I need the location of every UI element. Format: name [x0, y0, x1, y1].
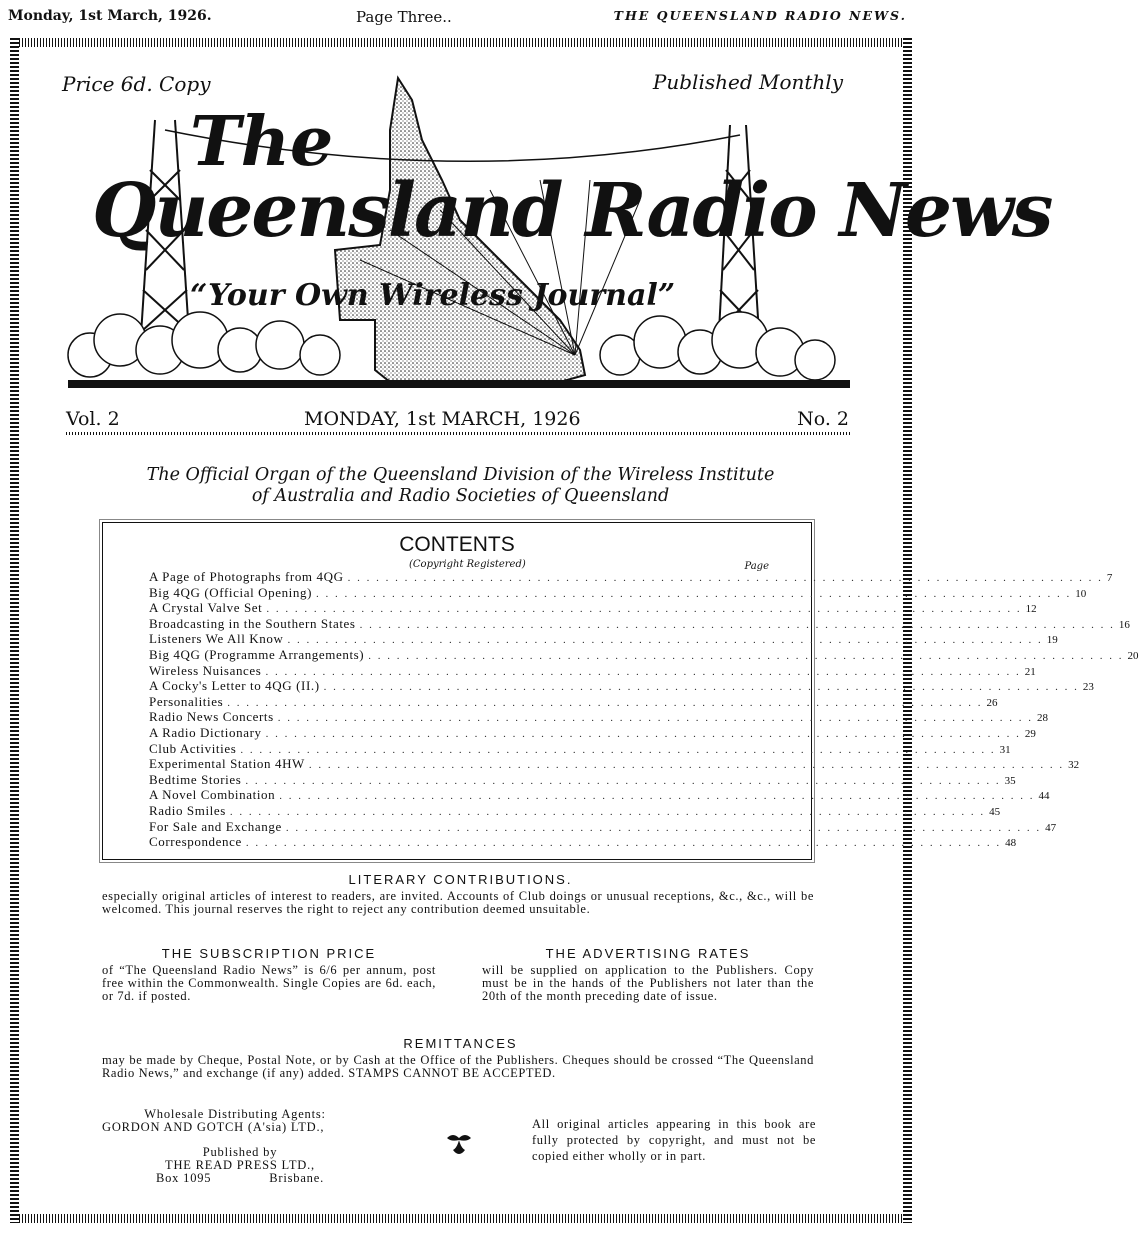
contents-item-leader: . . . . . . . . . . . . . . . . . . . . . . . . . . . . . . . . . . . . . . . . . . . . . . . . . . . . . . . . . . . . . . . . . . . . . . . . . . . . . . . .	[285, 821, 1042, 834]
published-by-label: Published by	[202, 1145, 278, 1159]
literary-heading: LITERARY CONTRIBUTIONS.	[348, 872, 573, 887]
contents-item-page: 20	[1127, 649, 1139, 662]
contents-item-leader: . . . . . . . . . . . . . . . . . . . . . . . . . . . . . . . . . . . . . . . . . . . . . . . . . . . . . . . . . . . . . . . . . . . . . . . . . . . . . . . .	[245, 837, 1002, 850]
contents-item	[149, 771, 1016, 788]
price-label: Price 6d. Copy	[62, 72, 211, 96]
official-organ-line2: of Australia and Radio Societies of Queensland	[251, 486, 670, 506]
contents-item-page: 21	[1024, 665, 1036, 678]
contents-item	[149, 709, 1049, 725]
contents-item	[149, 678, 1094, 694]
contents-item-page: 19	[1046, 634, 1058, 647]
remittances-heading: REMITTANCES	[403, 1036, 518, 1051]
contents-page-label: Page	[744, 561, 769, 572]
masthead-slogan: “Your Own Wireless Journal”	[190, 278, 676, 313]
contents-item-leader: . . . . . . . . . . . . . . . . . . . . . . . . . . . . . . . . . . . . . . . . . . . . . . . . . . . . . . . . . . . . . . . . . . . . . . . . . . . . . . . .	[227, 696, 983, 709]
contents-item-page: 26	[986, 696, 998, 709]
copyright-notice: All original articles appearing in this book are fully protected by copyright, and must not be copied either wholly or in part.	[532, 1117, 816, 1163]
contents-list	[149, 569, 1139, 850]
contents-heading: CONTENTS	[399, 533, 515, 556]
contents-item-leader: . . . . . . . . . . . . . . . . . . . . . . . . . . . . . . . . . . . . . . . . . . . . . . . . . . . . . . . . . . . . . . . . . . . . . . . . . . . . . . . .	[279, 790, 1035, 803]
subscription-heading: THE SUBSCRIPTION PRICE	[161, 946, 377, 961]
contents-item-title: Wireless Nuisances	[149, 662, 262, 678]
contents-item-leader: . . . . . . . . . . . . . . . . . . . . . . . . . . . . . . . . . . . . . . . . . . . . . . . . . . . . . . . . . . . . . . . . . . . . . . . . . . . . . . . .	[277, 712, 1034, 725]
contents-item-title: Big 4QG (Official Opening)	[149, 584, 313, 600]
publisher-block	[150, 1146, 330, 1185]
contents-item	[149, 740, 1011, 757]
masthead-title-the: The	[190, 102, 334, 182]
contents-item	[149, 569, 1113, 585]
contents-item-title: Radio Smiles	[149, 802, 226, 818]
contents-item-title: A Page of Photographs from 4QG	[149, 569, 344, 584]
contents-item-page: 32	[1068, 759, 1080, 772]
top-border	[10, 38, 912, 47]
publisher-box: Box 1095	[156, 1171, 212, 1185]
contents-item-title: Radio News Concerts	[149, 709, 274, 725]
contents-item-leader: . . . . . . . . . . . . . . . . . . . . . . . . . . . . . . . . . . . . . . . . . . . . . . . . . . . . . . . . . . . . . . . . . . . . . . . . . . . . . . . .	[240, 743, 996, 756]
contents-item-page: 7	[1106, 572, 1113, 584]
agents-block	[102, 1108, 402, 1134]
contents-item-title: Experimental Station 4HW	[149, 756, 305, 772]
bottom-border	[10, 1214, 912, 1223]
contents-item-title: Listeners We All Know	[149, 631, 284, 647]
contents-item-title: For Sale and Exchange	[149, 818, 282, 834]
contents-item-title: Personalities	[149, 693, 224, 709]
contents-item	[149, 818, 1057, 835]
contents-item-title: Bedtime Stories	[149, 771, 242, 787]
contents-item-title: A Cocky's Letter to 4QG (II.)	[149, 678, 320, 694]
contents-item-leader: . . . . . . . . . . . . . . . . . . . . . . . . . . . . . . . . . . . . . . . . . . . . . . . . . . . . . . . . . . . . . . . . . . . . . . . . . . . . . . . .	[266, 603, 1022, 616]
advertising-text: will be supplied on application to the Publishers. Copy must be in the hands of the Publishers not later than the 20th of the month preceding date of issue.	[482, 963, 814, 1003]
contents-item-title: A Crystal Valve Set	[149, 600, 263, 616]
contents-item-page: 12	[1025, 603, 1037, 616]
contents-item-leader: . . . . . . . . . . . . . . . . . . . . . . . . . . . . . . . . . . . . . . . . . . . . . . . . . . . . . . . . . . . . . . . . . . . . . . . . . . . . . . . .	[323, 681, 1079, 694]
agents-label: Wholesale Distributing Agents:	[144, 1107, 326, 1121]
contents-item-page: 47	[1045, 821, 1057, 834]
issue-rule	[66, 432, 852, 435]
contents-item-page: 16	[1118, 618, 1130, 631]
contents-item	[149, 600, 1037, 616]
contents-item	[149, 631, 1058, 647]
contents-item-leader: . . . . . . . . . . . . . . . . . . . . . . . . . . . . . . . . . . . . . . . . . . . . . . . . . . . . . . . . . . . . . . . . . . . . . . . . . . . . . . . .	[287, 634, 1043, 647]
issue-volume: Vol. 2	[66, 408, 120, 430]
contents-item	[149, 646, 1139, 663]
running-header-publication: THE QUEENSLAND RADIO NEWS.	[613, 8, 907, 23]
contents-item-leader: . . . . . . . . . . . . . . . . . . . . . . . . . . . . . . . . . . . . . . . . . . . . . . . . . . . . . . . . . . . . . . . . . . . . . . . . . . . . . . . .	[347, 572, 1103, 584]
contents-item	[149, 615, 1130, 632]
advertising-heading: THE ADVERTISING RATES	[545, 946, 751, 961]
contents-item-page: 35	[1004, 774, 1016, 787]
contents-item-leader: . . . . . . . . . . . . . . . . . . . . . . . . . . . . . . . . . . . . . . . . . . . . . . . . . . . . . . . . . . . . . . . . . . . . . . . . . . . . . . . .	[245, 774, 1001, 787]
masthead-title: Queensland Radio News	[92, 168, 1052, 254]
subscription-text: of “The Queensland Radio News” is 6/6 per annum, post free within the Commonwealth. Single Copies are 6d. each, or 7d. if posted.	[102, 963, 436, 1003]
literary-text: especially original articles of interest to readers, are invited. Accounts of Club doings or unusual receptions, &c., &c., will be welcomed. This journal reserves the right to reject any contribution deemed unsuitable.	[102, 889, 814, 916]
contents-item	[149, 584, 1087, 601]
contents-item-page: 28	[1037, 712, 1049, 725]
official-organ-line1: The Official Organ of the Queensland Division of the Wireless Institute	[146, 465, 775, 485]
running-header-page: Page Three..	[356, 8, 452, 26]
contents-copyright: (Copyright Registered)	[409, 559, 526, 570]
contents-item-leader: . . . . . . . . . . . . . . . . . . . . . . . . . . . . . . . . . . . . . . . . . . . . . . . . . . . . . . . . . . . . . . . . . . . . . . . . . . . . . . . .	[359, 618, 1115, 631]
contents-item-title: A Novel Combination	[149, 787, 276, 803]
contents-item-title: Correspondence	[149, 834, 242, 850]
contents-item-title: A Radio Dictionary	[149, 724, 262, 740]
contents-item-leader: . . . . . . . . . . . . . . . . . . . . . . . . . . . . . . . . . . . . . . . . . . . . . . . . . . . . . . . . . . . . . . . . . . . . . . . . . . . . . . . .	[308, 759, 1065, 772]
contents-item-leader: . . . . . . . . . . . . . . . . . . . . . . . . . . . . . . . . . . . . . . . . . . . . . . . . . . . . . . . . . . . . . . . . . . . . . . . . . . . . . . . .	[265, 665, 1021, 678]
remittances-text: may be made by Cheque, Postal Note, or by Cash at the Office of the Publishers. Cheques should be crossed “The Queensland Radio News,” and exchange (if any) added. STAMPS CANNOT BE ACCEPTED.	[102, 1053, 814, 1080]
agents-name: GORDON AND GOTCH (A'sia) LTD.,	[102, 1120, 325, 1134]
contents-item	[149, 724, 1036, 741]
contents-item-title: Broadcasting in the Southern States	[149, 615, 356, 631]
contents-item-page: 29	[1024, 727, 1036, 740]
contents-item-title: Club Activities	[149, 740, 237, 756]
contents-item-page: 31	[999, 743, 1011, 756]
frequency-label: Published Monthly	[652, 70, 843, 94]
contents-box	[102, 522, 1139, 860]
issue-number: No. 2	[797, 408, 849, 430]
contents-item-page: 44	[1038, 790, 1050, 803]
contents-item-title: Big 4QG (Programme Arrangements)	[149, 646, 365, 662]
contents-item-page: 23	[1082, 681, 1094, 694]
contents-item-page: 48	[1005, 837, 1017, 850]
ornament-icon	[443, 1130, 475, 1160]
contents-item	[149, 756, 1080, 772]
contents-item	[149, 662, 1036, 679]
contents-item	[149, 693, 998, 710]
contents-item-page: 10	[1075, 587, 1087, 600]
issue-date: MONDAY, 1st MARCH, 1926	[304, 408, 581, 430]
contents-item-page: 45	[989, 805, 1001, 818]
official-organ	[0, 465, 921, 507]
contents-item-leader: . . . . . . . . . . . . . . . . . . . . . . . . . . . . . . . . . . . . . . . . . . . . . . . . . . . . . . . . . . . . . . . . . . . . . . . . . . . . . . . .	[265, 727, 1021, 740]
publisher-city: Brisbane.	[269, 1171, 324, 1185]
contents-item-leader: . . . . . . . . . . . . . . . . . . . . . . . . . . . . . . . . . . . . . . . . . . . . . . . . . . . . . . . . . . . . . . . . . . . . . . . . . . . . . . . .	[229, 805, 986, 818]
contents-item	[149, 802, 1001, 819]
contents-item-leader: . . . . . . . . . . . . . . . . . . . . . . . . . . . . . . . . . . . . . . . . . . . . . . . . . . . . . . . . . . . . . . . . . . . . . . . . . . . . . . . .	[368, 649, 1124, 662]
contents-item-leader: . . . . . . . . . . . . . . . . . . . . . . . . . . . . . . . . . . . . . . . . . . . . . . . . . . . . . . . . . . . . . . . . . . . . . . . . . . . . . . . .	[316, 587, 1072, 600]
publisher-name: THE READ PRESS LTD.,	[165, 1158, 315, 1172]
contents-item	[149, 787, 1050, 803]
contents-item	[149, 834, 1017, 850]
running-header-date: Monday, 1st March, 1926.	[8, 8, 212, 24]
